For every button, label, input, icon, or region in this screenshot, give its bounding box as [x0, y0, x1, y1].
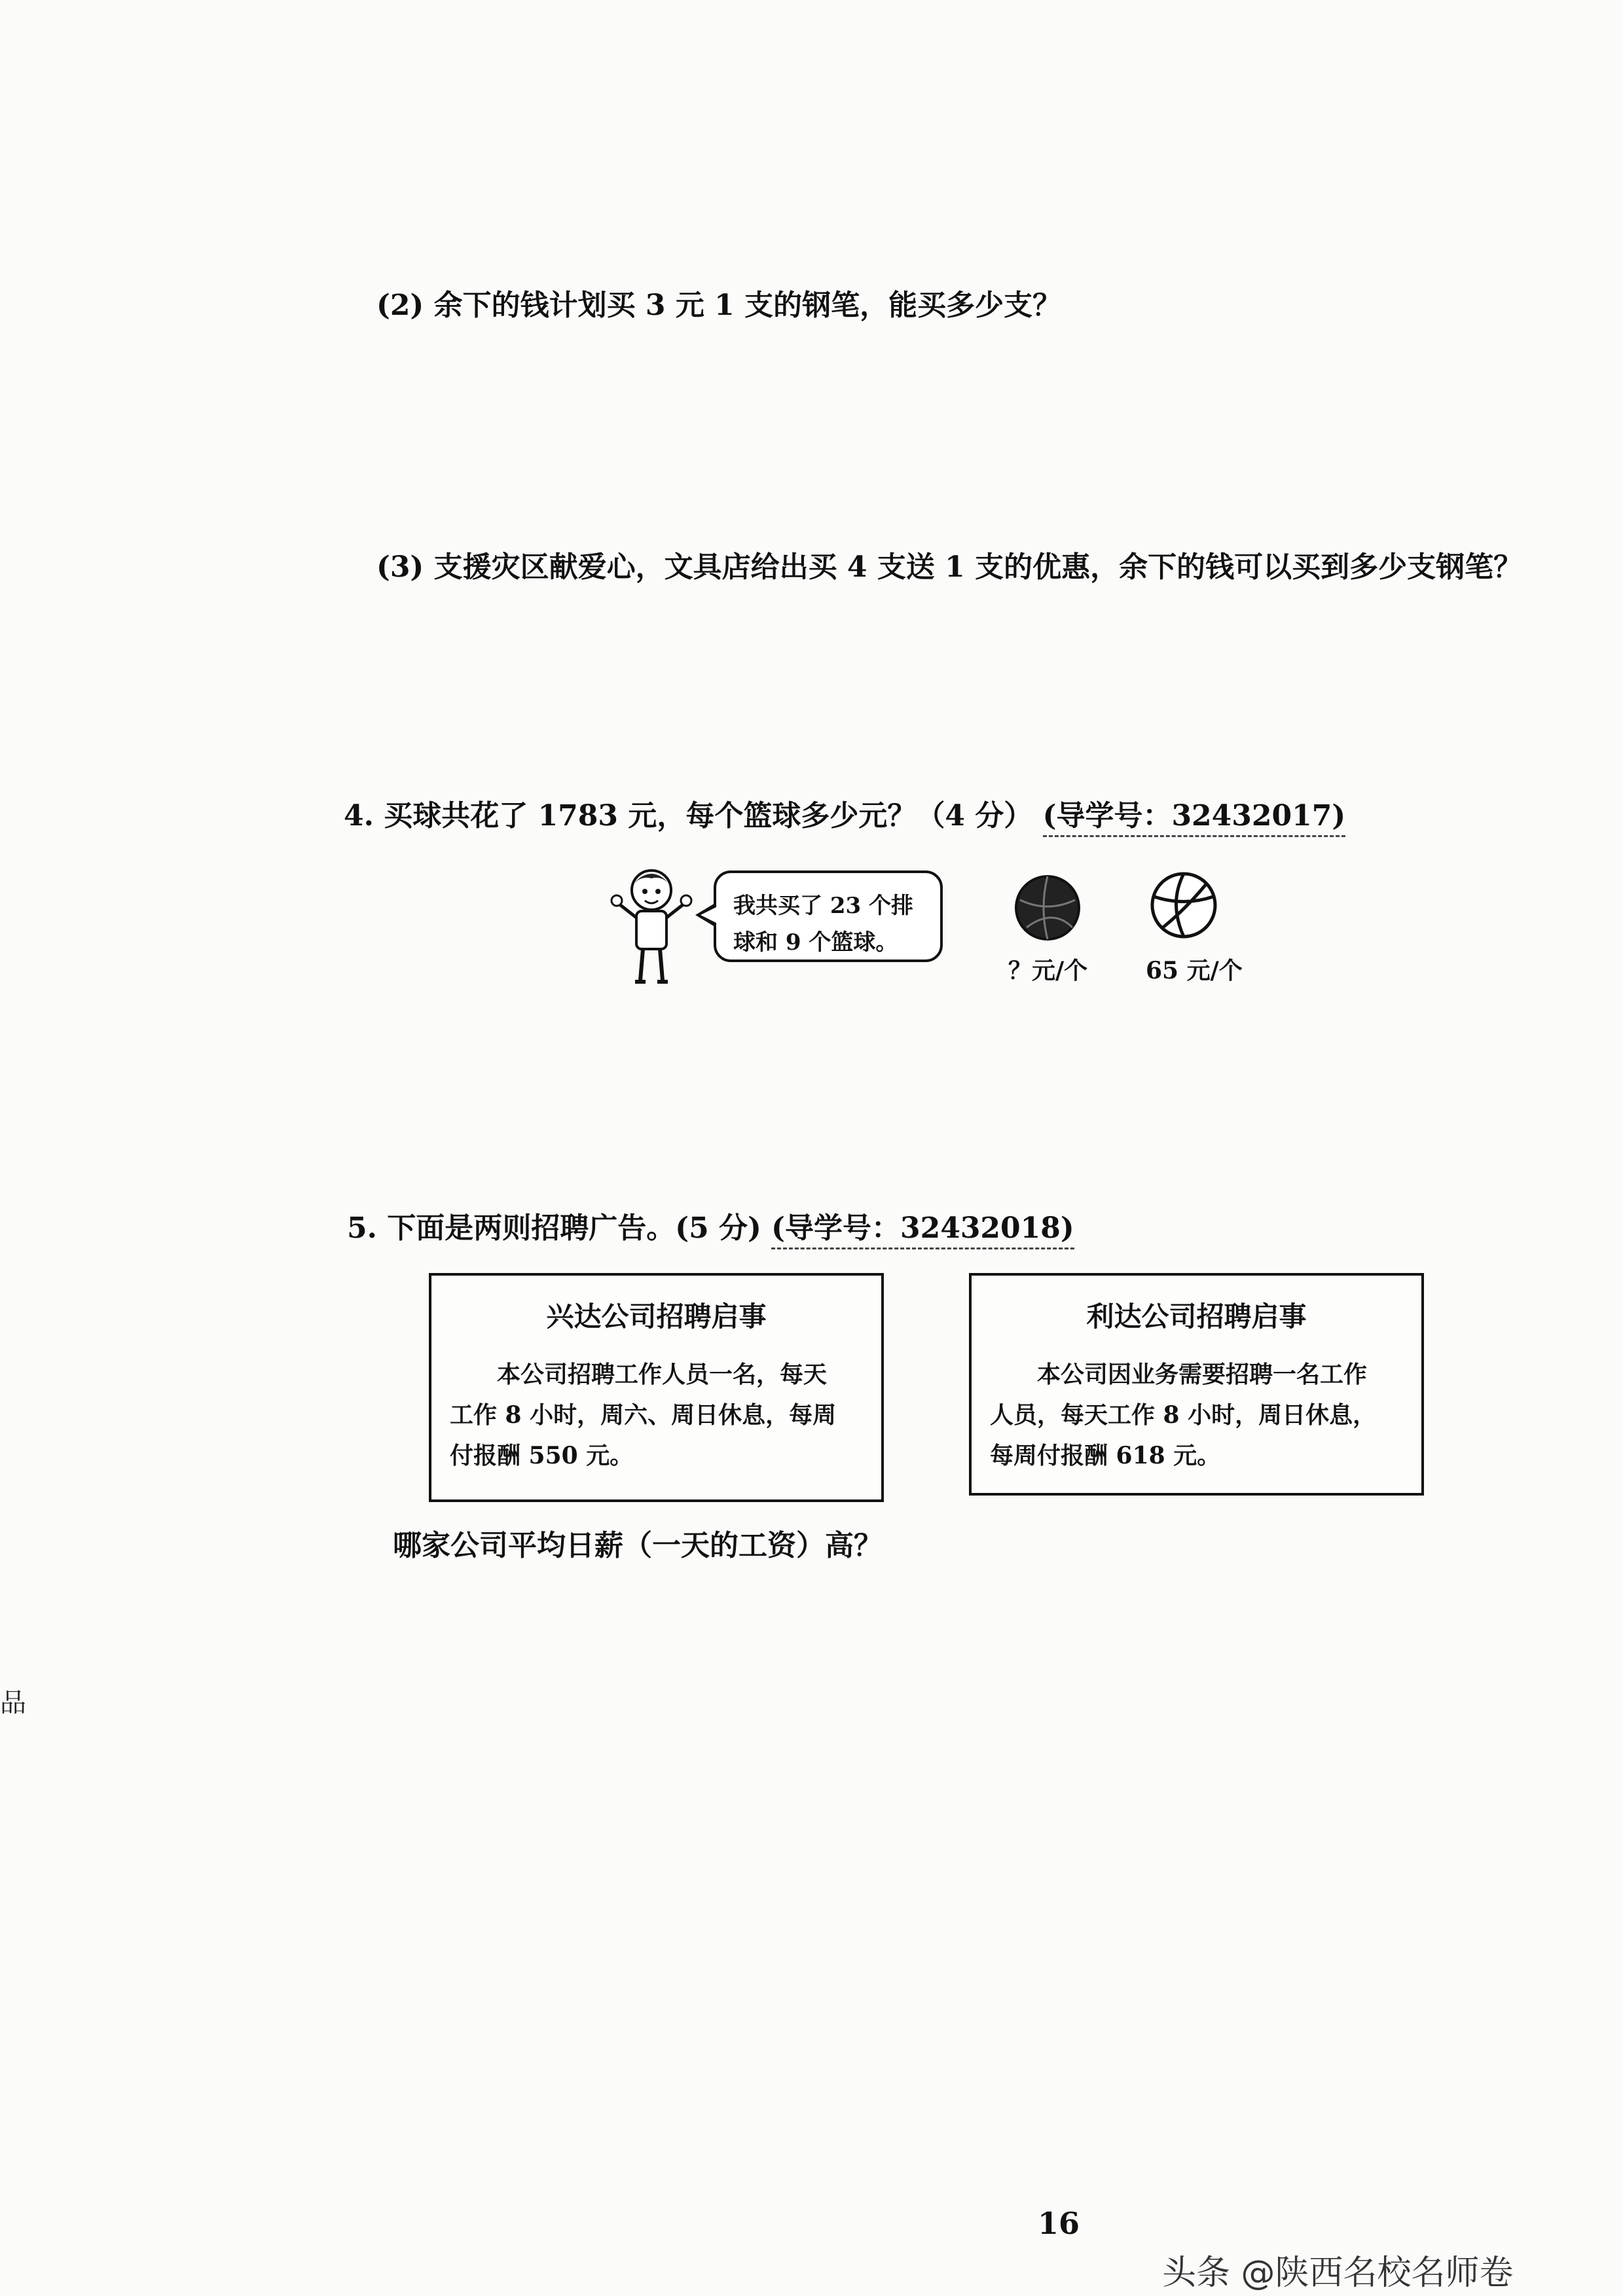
- volleyball-price-label: 65 元/个: [1146, 957, 1243, 984]
- question-3-3: (3) 支援灾区献爱心，文具店给出买 4 支送 1 支的优惠，余下的钱可以买到多少支钢笔？: [376, 550, 1523, 584]
- speech-bubble: [714, 870, 943, 962]
- question-4: [344, 792, 1345, 834]
- ad-lida: [969, 1273, 1424, 1496]
- question-5-prompt: 哪家公司平均日薪（一天的工资）高？: [393, 1529, 883, 1562]
- ad-lida-body: [990, 1354, 1403, 1476]
- ad-xingda-body: [450, 1354, 863, 1476]
- ad-lida-title: 利达公司招聘启事: [1086, 1300, 1307, 1333]
- question-4-text: 4. 买球共花了 1783 元，每个篮球多少元？（4 分）: [344, 799, 1033, 833]
- ad-xingda-title: 兴达公司招聘启事: [546, 1300, 767, 1333]
- ad-xingda-line-3: 付报酬 550 元。: [450, 1442, 634, 1469]
- question-5-text: 5. 下面是两则招聘广告。(5 分): [347, 1211, 761, 1245]
- basketball-icon: [1013, 874, 1082, 942]
- basketball-price-label: ？元/个: [1008, 957, 1088, 984]
- left-edge-mark: 品: [0, 1688, 26, 1718]
- page-number: 16: [1038, 2206, 1080, 2241]
- question-4-guide-number: (导学号：32432017): [1043, 799, 1346, 837]
- ad-xingda-line-2: 工作 8 小时，周六、周日休息，每周: [450, 1401, 837, 1429]
- speech-bubble-tail-inner: [701, 907, 716, 923]
- question-3-2: (2) 余下的钱计划买 3 元 1 支的钢笔，能买多少支？: [376, 289, 1062, 322]
- ad-lida-line-2: 人员，每天工作 8 小时，周日休息，: [990, 1401, 1377, 1429]
- question-5: [347, 1204, 1074, 1246]
- ad-lida-line-1: 本公司因业务需要招聘一名工作: [1037, 1361, 1368, 1388]
- ad-lida-line-3: 每周付报酬 618 元。: [990, 1442, 1221, 1469]
- speech-bubble-line-1: 我共买了 23 个排: [733, 893, 913, 919]
- speech-bubble-line-2: 球和 9 个篮球。: [733, 929, 898, 956]
- ad-xingda-line-1: 本公司招聘工作人员一名，每天: [497, 1361, 828, 1388]
- watermark-text: 头条 @陕西名校名师卷: [1162, 2253, 1514, 2293]
- boy-illustration: [609, 864, 694, 988]
- ad-xingda: [429, 1273, 884, 1502]
- question-5-guide-number: (导学号：32432018): [771, 1211, 1074, 1249]
- volleyball-icon: [1149, 870, 1218, 940]
